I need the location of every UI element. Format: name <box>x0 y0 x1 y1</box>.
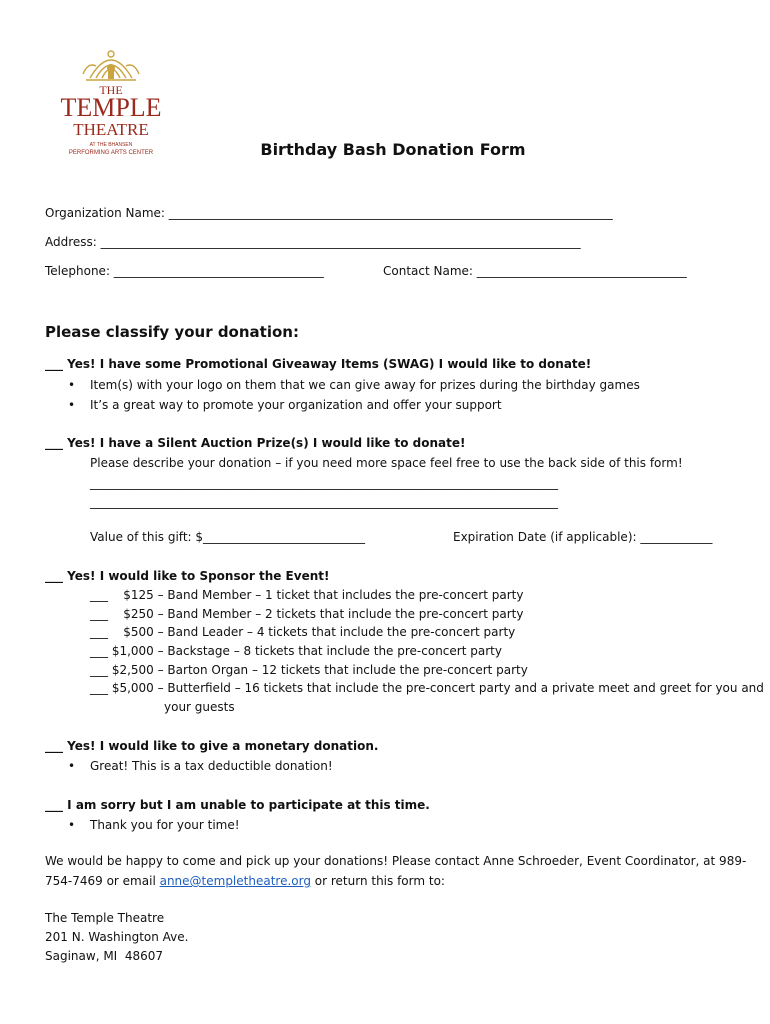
decline-option[interactable]: ___ I am sorry but I am unable to participate at this time. <box>45 798 430 812</box>
sponsor-level-125[interactable]: ___ $125 – Band Member – 1 ticket that includes the pre-concert party <box>90 588 524 602</box>
swag-bullet-1: • Item(s) with your logo on them that we can give away for prizes during the birthday games <box>90 378 640 392</box>
auction-option[interactable]: ___ Yes! I have a Silent Auction Prize(s) I would like to donate! <box>45 436 466 450</box>
svg-text:THE: THE <box>99 83 123 97</box>
sponsor-level-1000[interactable]: ___ $1,000 – Backstage – 8 tickets that include the pre-concert party <box>90 644 502 658</box>
organization-name-field[interactable]: Organization Name: __________________________________________________________________________ <box>45 206 613 220</box>
sponsor-level-250[interactable]: ___ $250 – Band Member – 2 tickets that include the pre-concert party <box>90 607 524 621</box>
form-title: Birthday Bash Donation Form <box>260 140 526 159</box>
auction-description-line-1[interactable]: ______________________________________________________________________________ <box>90 476 558 490</box>
closing-line-2 <box>45 874 445 888</box>
telephone-field[interactable]: Telephone: ___________________________________ <box>45 264 324 278</box>
auction-describe: Please describe your donation – if you need more space feel free to use the back side of this form! <box>90 456 683 470</box>
address-field[interactable]: Address: ________________________________________________________________________________ <box>45 235 581 249</box>
address-city: Saginaw, MI 48607 <box>45 949 164 963</box>
sponsor-level-5000[interactable]: ___ $5,000 – Butterfield – 16 tickets that include the pre-concert party and a private meet and greet for you and <box>90 681 764 695</box>
contact-name-field[interactable]: Contact Name: ___________________________________ <box>383 264 687 278</box>
expiration-date-field[interactable]: Expiration Date (if applicable): ____________ <box>453 530 713 544</box>
classify-heading: Please classify your donation: <box>45 323 299 341</box>
svg-text:TEMPLE: TEMPLE <box>60 93 162 122</box>
swag-bullet-2: • It’s a great way to promote your organization and offer your support <box>90 398 502 412</box>
sponsor-option[interactable]: ___ Yes! I would like to Sponsor the Event! <box>45 569 330 583</box>
address-street: 201 N. Washington Ave. <box>45 930 189 944</box>
svg-text:THEATRE: THEATRE <box>73 120 149 139</box>
sponsor-level-500[interactable]: ___ $500 – Band Leader – 4 tickets that include the pre-concert party <box>90 625 516 639</box>
closing-line-1: We would be happy to come and pick up your donations! Please contact Anne Schroeder, Event Coordinator, at 989- <box>45 854 747 868</box>
svg-text:PERFORMING ARTS CENTER: PERFORMING ARTS CENTER <box>68 150 154 156</box>
sponsor-level-5000-continuation: your guests <box>164 700 235 714</box>
sponsor-level-2500[interactable]: ___ $2,500 – Barton Organ – 12 tickets that include the pre-concert party <box>90 663 528 677</box>
email-link[interactable]: anne@templetheatre.org <box>159 874 311 888</box>
address-name: The Temple Theatre <box>45 911 165 925</box>
closing-line-2-start: 754-7469 or email <box>45 874 160 888</box>
auction-description-line-2[interactable]: ______________________________________________________________________________ <box>90 495 558 509</box>
swag-option[interactable]: ___ Yes! I have some Promotional Giveaway Items (SWAG) I would like to donate! <box>45 357 592 371</box>
closing-line-2-end: or return this form to: <box>310 874 445 888</box>
monetary-bullet: • Great! This is a tax deductible donation! <box>90 759 333 773</box>
svg-text:AT THE BHANSEN: AT THE BHANSEN <box>89 142 133 148</box>
monetary-option[interactable]: ___ Yes! I would like to give a monetary donation. <box>45 739 379 753</box>
gift-value-field[interactable]: Value of this gift: $___________________________ <box>90 530 366 544</box>
decline-bullet: • Thank you for your time! <box>90 818 240 832</box>
